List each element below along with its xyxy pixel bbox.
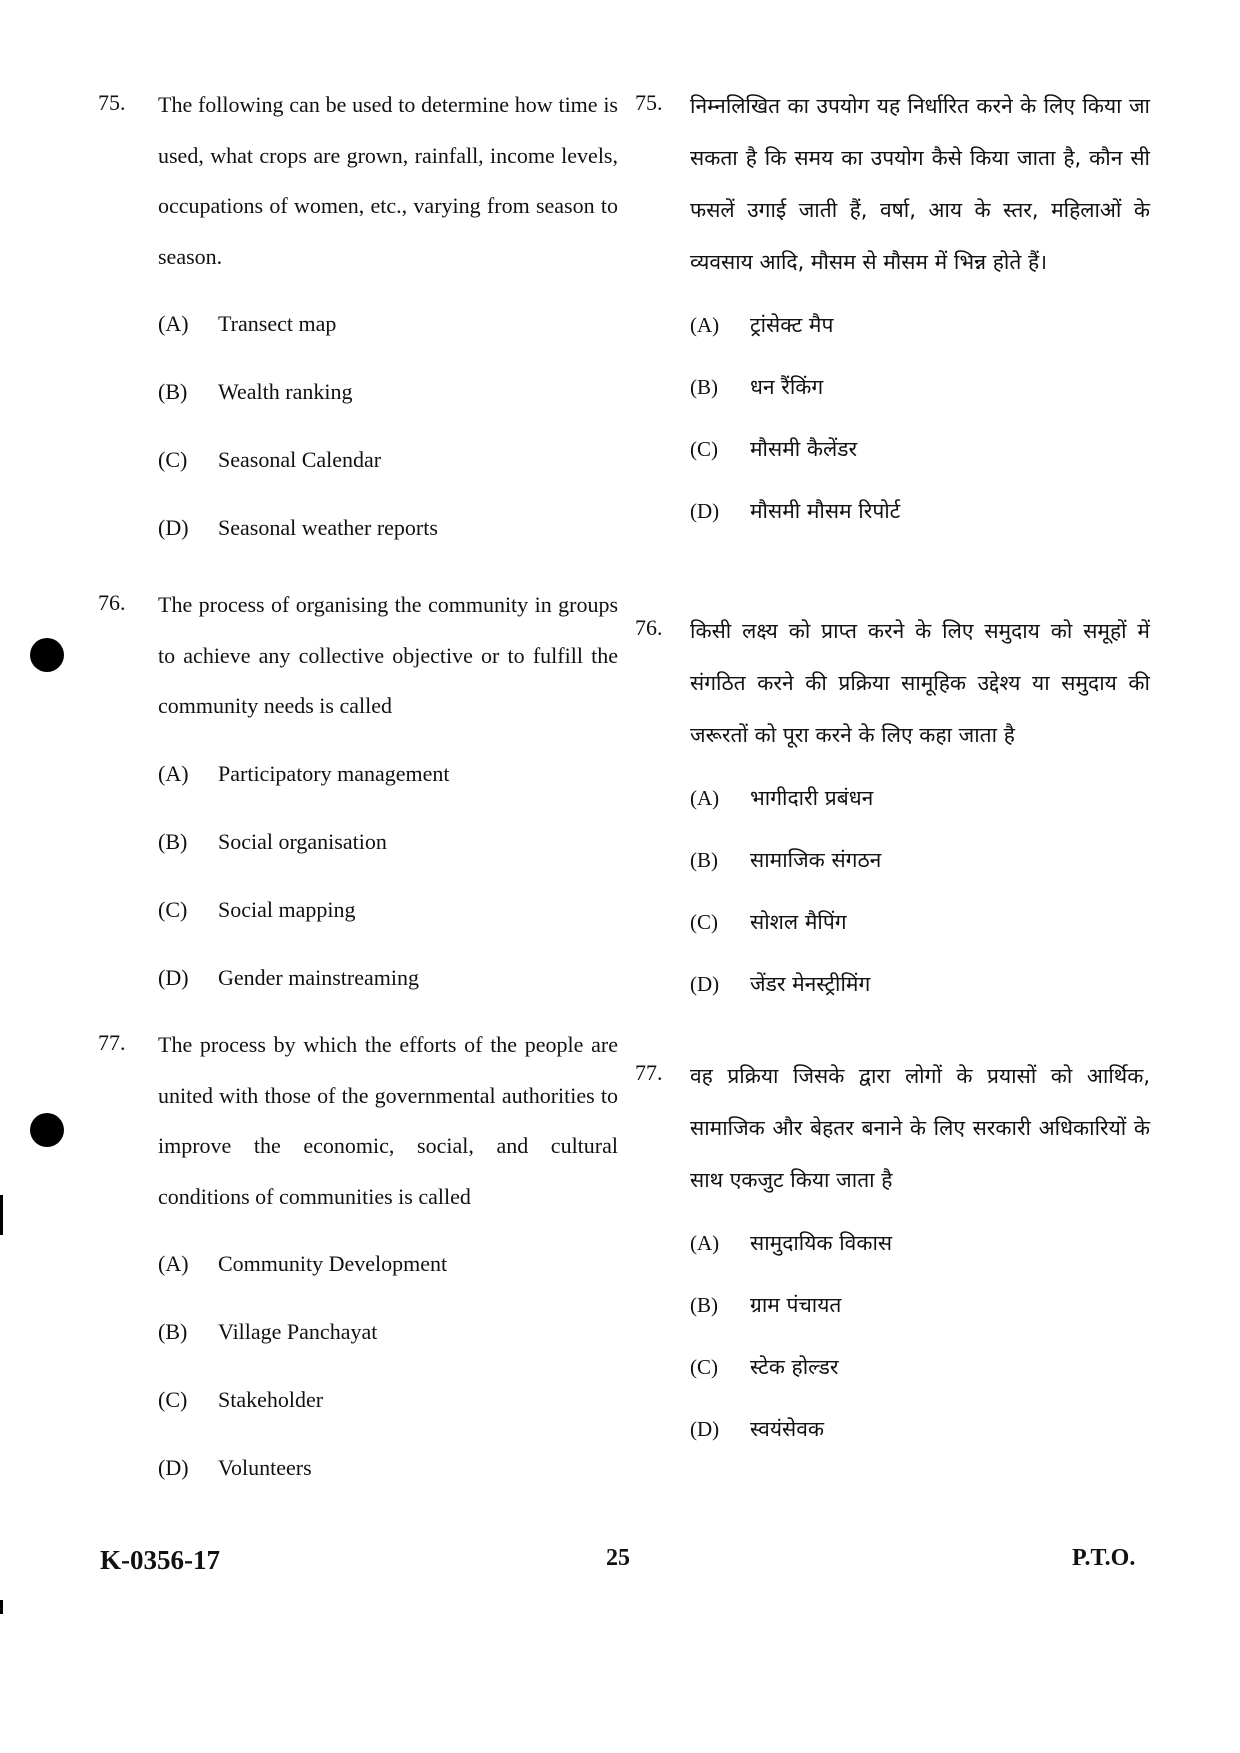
option-text: Gender mainstreaming [218, 964, 419, 990]
option-b [158, 358, 618, 426]
option-letter: (C) [690, 1354, 718, 1379]
options-list [690, 294, 1150, 542]
pto-label: P.T.O. [1072, 1545, 1136, 1571]
option-d [158, 944, 618, 1012]
option-letter: (C) [158, 447, 188, 472]
option-text: Seasonal Calendar [218, 447, 382, 472]
question-75-hi [635, 80, 1150, 605]
question-text: The process of organising the community in groups to achieve any collective objective or to fulfill the community needs is called [158, 592, 618, 718]
option-c [158, 1366, 618, 1434]
option-text: ग्राम पंचायत [750, 1293, 842, 1317]
option-a [158, 1230, 618, 1298]
option-c [690, 1336, 1150, 1398]
option-a [690, 767, 1150, 829]
options-list [690, 767, 1150, 1015]
option-a [158, 290, 618, 358]
question-76-hi [635, 605, 1150, 1050]
option-text: धन रैंकिंग [750, 375, 824, 399]
options-list [158, 290, 618, 562]
option-text: स्वयंसेवक [750, 1417, 825, 1441]
paper-code: K-0356-17 [100, 1545, 220, 1575]
option-letter: (D) [690, 1416, 720, 1441]
question-text: वह प्रक्रिया जिसके द्वारा लोगों के प्रयासों को आर्थिक, सामाजिक और बेहतर बनाने के लिए सरकारी अधिकारियों के साथ एकजुट किया जाता है [690, 1064, 1150, 1192]
option-b [690, 1274, 1150, 1336]
option-letter: (A) [690, 785, 720, 810]
option-letter: (D) [690, 971, 720, 996]
option-text: ट्रांसेक्ट मैप [750, 313, 834, 337]
option-text: Seasonal weather reports [218, 515, 438, 540]
option-letter: (C) [690, 909, 718, 934]
option-text: मौसमी कैलेंडर [750, 437, 858, 461]
option-letter: (D) [158, 1455, 189, 1480]
option-text: सामाजिक संगठन [750, 848, 882, 872]
option-letter: (B) [158, 828, 188, 854]
option-text: Volunteers [218, 1455, 312, 1480]
option-letter: (A) [690, 312, 720, 337]
option-text: Transect map [218, 311, 337, 336]
option-text: Village Panchayat [218, 1319, 378, 1344]
edge-mark [0, 1195, 3, 1235]
option-letter: (C) [158, 1387, 188, 1412]
question-number: 75. [635, 90, 663, 115]
option-c [690, 418, 1150, 480]
option-letter: (D) [158, 515, 189, 540]
option-text: Stakeholder [218, 1387, 324, 1412]
options-list [690, 1212, 1150, 1460]
option-text: सोशल मैपिंग [750, 910, 847, 934]
option-text: Social mapping [218, 896, 356, 922]
option-d [690, 953, 1150, 1015]
option-b [690, 356, 1150, 418]
option-text: सामुदायिक विकास [750, 1231, 893, 1255]
question-number: 77. [98, 1030, 126, 1055]
option-text: मौसमी मौसम रिपोर्ट [750, 499, 901, 523]
option-letter: (D) [158, 964, 189, 990]
option-letter: (B) [690, 847, 718, 872]
options-list [158, 740, 618, 1012]
option-letter: (C) [158, 896, 188, 922]
option-d [158, 494, 618, 562]
binding-hole-mark [30, 638, 64, 672]
question-77-en [98, 1020, 618, 1502]
option-letter: (C) [690, 436, 718, 461]
binding-hole-mark [30, 1113, 64, 1147]
option-letter: (A) [158, 311, 189, 336]
option-a [690, 294, 1150, 356]
question-77-hi [635, 1050, 1150, 1460]
option-b [158, 1298, 618, 1366]
option-letter: (B) [690, 1292, 718, 1317]
option-c [158, 426, 618, 494]
option-text: भागीदारी प्रबंधन [750, 786, 874, 810]
question-text: निम्नलिखित का उपयोग यह निर्धारित करने के लिए किया जा सकता है कि समय का उपयोग कैसे किया जाता है, कौन सी फसलें उगाई जाती हैं, वर्षा, आय के स्तर, महिलाओं के व्यवसाय आदि, मौसम से मौसम में भिन्न होते हैं। [690, 94, 1150, 274]
question-number: 76. [635, 615, 663, 640]
option-letter: (D) [690, 498, 720, 523]
option-text: Participatory management [218, 760, 450, 786]
question-number: 76. [98, 590, 126, 615]
question-text: The following can be used to determine how time is used, what crops are grown, rainfall, income levels, occupations of women, etc., varying from season to season. [158, 92, 618, 269]
option-text: Community Development [218, 1251, 448, 1276]
option-text: Social organisation [218, 828, 387, 854]
option-letter: (A) [158, 760, 189, 786]
question-number: 77. [635, 1060, 663, 1085]
option-text: जेंडर मेनस्ट्रीमिंग [750, 972, 871, 996]
english-column [98, 80, 618, 1502]
option-d [158, 1434, 618, 1502]
option-a [158, 740, 618, 808]
question-75-en [98, 80, 618, 580]
option-c [158, 876, 618, 944]
option-letter: (A) [158, 1251, 189, 1276]
question-number: 75. [98, 90, 126, 115]
options-list [158, 1230, 618, 1502]
option-b [158, 808, 618, 876]
question-76-en [98, 580, 618, 1020]
edge-mark [0, 1600, 3, 1614]
option-text: स्टेक होल्डर [750, 1355, 839, 1379]
question-text: किसी लक्ष्य को प्राप्त करने के लिए समुदाय को समूहों में संगठित करने की प्रक्रिया सामूहिक उद्देश्य या समुदाय की जरूरतों को पूरा करने के लिए कहा जाता है [690, 619, 1150, 747]
option-d [690, 480, 1150, 542]
option-letter: (A) [690, 1230, 720, 1255]
page-number: 25 [606, 1545, 630, 1571]
option-letter: (B) [158, 1319, 188, 1344]
option-letter: (B) [158, 379, 188, 404]
hindi-column [635, 80, 1150, 1460]
question-text: The process by which the efforts of the people are united with those of the governmental authorities to improve the economic, social, and cultural conditions of communities is called [158, 1032, 618, 1209]
option-a [690, 1212, 1150, 1274]
option-c [690, 891, 1150, 953]
option-d [690, 1398, 1150, 1460]
option-b [690, 829, 1150, 891]
option-text: Wealth ranking [218, 379, 353, 404]
option-letter: (B) [690, 374, 718, 399]
